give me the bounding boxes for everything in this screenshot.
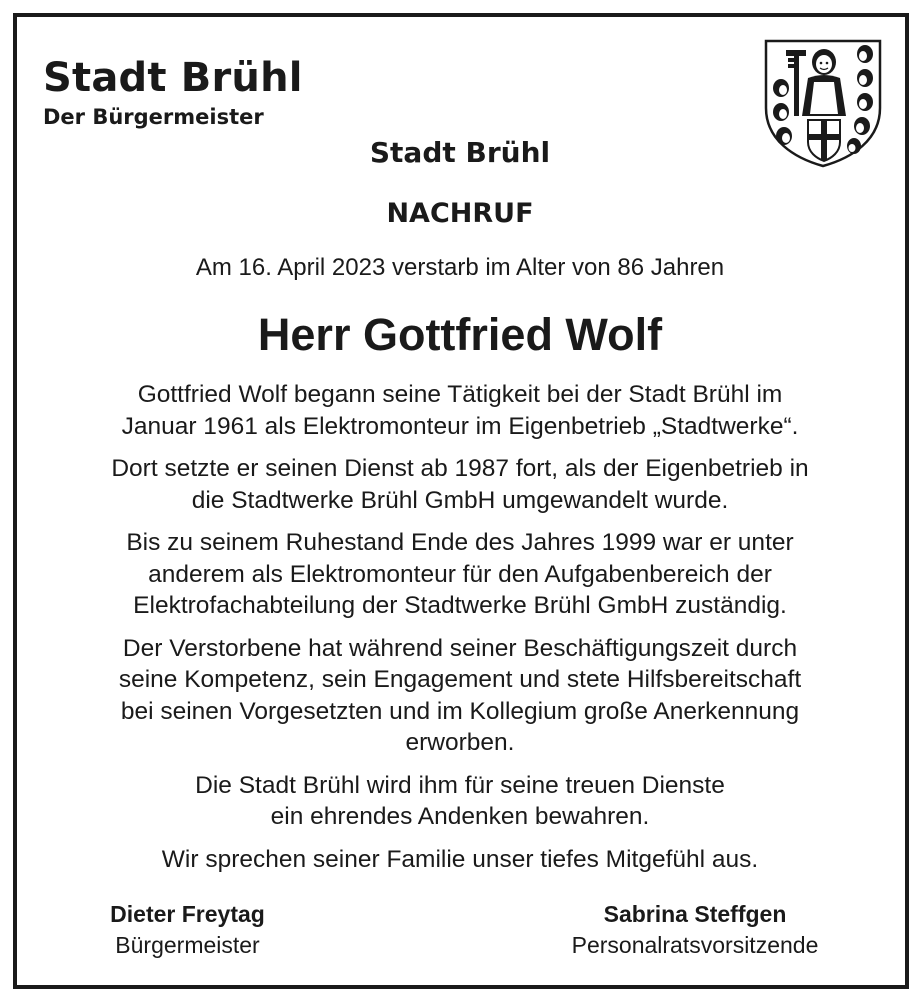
letterhead-subtitle: Der Bürgermeister — [43, 105, 264, 129]
paragraph-service-continued — [40, 453, 880, 516]
text-line: Der Verstorbene hat während seiner Beschäftigungszeit durch — [122, 634, 798, 662]
text-line: ein ehrendes Andenken bewahren. — [270, 803, 650, 830]
signatory-name: Sabrina Steffgen — [603, 901, 787, 927]
signatory-name: Dieter Freytag — [110, 901, 265, 927]
signature-staff-council — [525, 899, 865, 961]
paragraph-condolence — [40, 844, 880, 876]
text-line: Bis zu seinem Ruhestand Ende des Jahres 1999 war er unter — [126, 529, 794, 556]
text-line: bei seinen Vorgesetzten und im Kollegium große Anerkennung — [120, 697, 800, 725]
text-line: Wir sprechen seiner Familie unser tiefes Mitgefühl aus. — [161, 845, 759, 873]
text-line: anderem als Elektromonteur für den Aufgabenbereich der — [148, 560, 772, 588]
signatory-role: Bürgermeister — [115, 932, 260, 958]
text-line: seine Kompetenz, sein Engagement und stete Hilfsbereitschaft — [118, 666, 802, 693]
deceased-name: Herr Gottfried Wolf — [257, 309, 663, 360]
obituary-body — [40, 379, 880, 886]
notice-city: Stadt Brühl — [369, 136, 551, 169]
text-line: die Stadtwerke Brühl GmbH umgewandelt wurde. — [191, 486, 729, 514]
paragraph-remembrance — [40, 770, 880, 833]
paragraph-career-start — [40, 379, 880, 442]
text-line: Gottfried Wolf begann seine Tätigkeit bei der Stadt Brühl im — [137, 381, 783, 408]
paragraph-retirement — [40, 527, 880, 622]
text-line: erworben. — [405, 729, 515, 756]
paragraph-recognition — [40, 633, 880, 759]
text-line: Dort setzte er seinen Dienst ab 1987 fort, als der Eigenbetrieb in — [111, 455, 809, 482]
signatory-role: Personalratsvorsitzende — [571, 932, 819, 958]
death-announcement: Am 16. April 2023 verstarb im Alter von 86 Jahren — [195, 254, 725, 281]
text-line: Die Stadt Brühl wird ihm für seine treuen Dienste — [195, 771, 725, 799]
letterhead-title: Stadt Brühl — [43, 55, 303, 101]
text-line: Januar 1961 als Elektromonteur im Eigenbetrieb „Stadtwerke“. — [121, 412, 799, 440]
signature-mayor — [80, 899, 295, 961]
text-line: Elektrofachabteilung der Stadtwerke Brühl GmbH zuständig. — [133, 592, 787, 619]
notice-heading: NACHRUF — [386, 198, 534, 229]
letterhead — [43, 54, 303, 130]
